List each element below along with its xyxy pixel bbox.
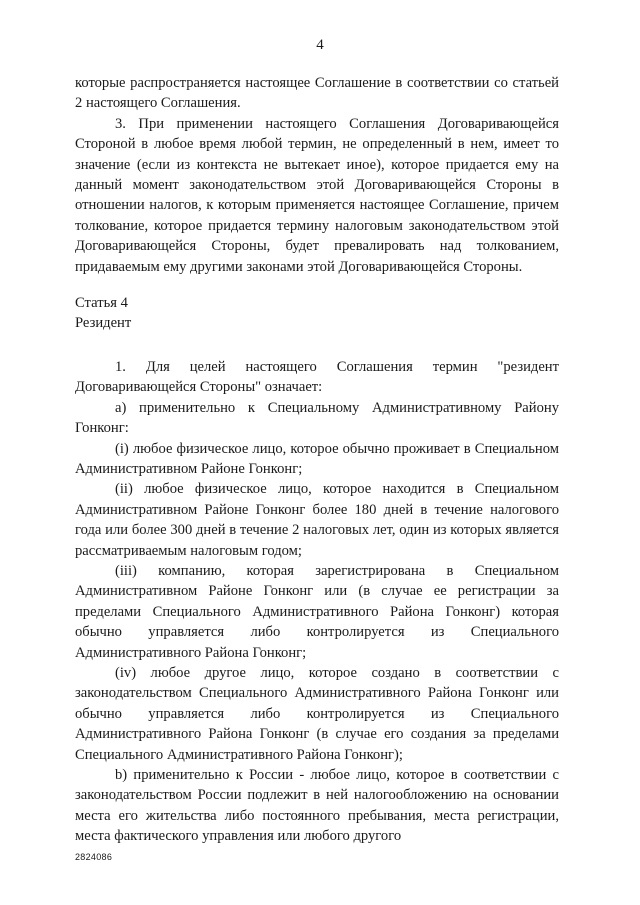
paragraph-4-1-b: b) применительно к России - любое лицо, которое в соответствии с законодательством России подлежит в ней налогообложению на основании места его жительства либо постоянного пребывания, места регистрации, места фактического управления или любого другого: [75, 767, 559, 845]
paragraph-4-1-a-i: (i) любое физическое лицо, которое обычно проживает в Специальном Административном Районе Гонконг;: [75, 440, 559, 477]
article-number: Статья 4: [75, 295, 128, 312]
paragraph-4-1-a: a) применительно к Специальному Административному Району Гонконг:: [75, 399, 559, 437]
paragraph-4-1-a-iv: (iv) любое другое лицо, которое создано в соответствии с законодательством Специального Административного Района Гонконг или обычно управляется либо контролируется из Специального Административного Района Гонконг (в случае его создания за пределами Специального Административного Района Гонконг);: [75, 664, 559, 763]
spacer: [75, 334, 559, 357]
paragraph-4-1-a-ii: (ii) любое физическое лицо, которое находится в Специальном Административном Районе Гонконг более 180 дней в течение налогового года или более 300 дней в течение 2 налоговых лет, один из которых является рассматриваемым налоговым годом;: [75, 481, 559, 559]
document-code: 2824086: [75, 852, 113, 862]
page-number: 4: [316, 37, 324, 53]
paragraph-3: 3. При применении настоящего Соглашения Договаривающейся Стороной в любое время любой термин, не определенный в нем, имеет то значение (если из контекста не вытекает иное), которое придается ему на данный момент законодательством этой Договаривающейся Стороны в отношении налогов, к которым применяется настоящее Соглашение, причем толкование, которое придается термину налоговым законодательством этой Договаривающейся Стороны, будет превалировать над толкованием, придаваемым ему другими законами этой Договаривающейся Стороны.: [75, 115, 559, 275]
paragraph-continuation: которые распространяется настоящее Соглашение в соответствии со статьей 2 настоящего Соглашения.: [75, 75, 559, 112]
paragraph-4-1: 1. Для целей настоящего Соглашения термин "резидент Договаривающейся Стороны" означает:: [75, 358, 559, 396]
spacer: [75, 277, 559, 293]
paragraph-4-1-a-iii: (iii) компанию, которая зарегистрирована в Специальном Административном Районе Гонконг или (в случае ее регистрации за пределами Специального Административного Района Гонконг) которая обычно управляется либо контролируется из Специального Административного Района Гонконг;: [75, 562, 559, 661]
document-body: [75, 73, 559, 847]
article-title: Резидент: [75, 315, 132, 332]
